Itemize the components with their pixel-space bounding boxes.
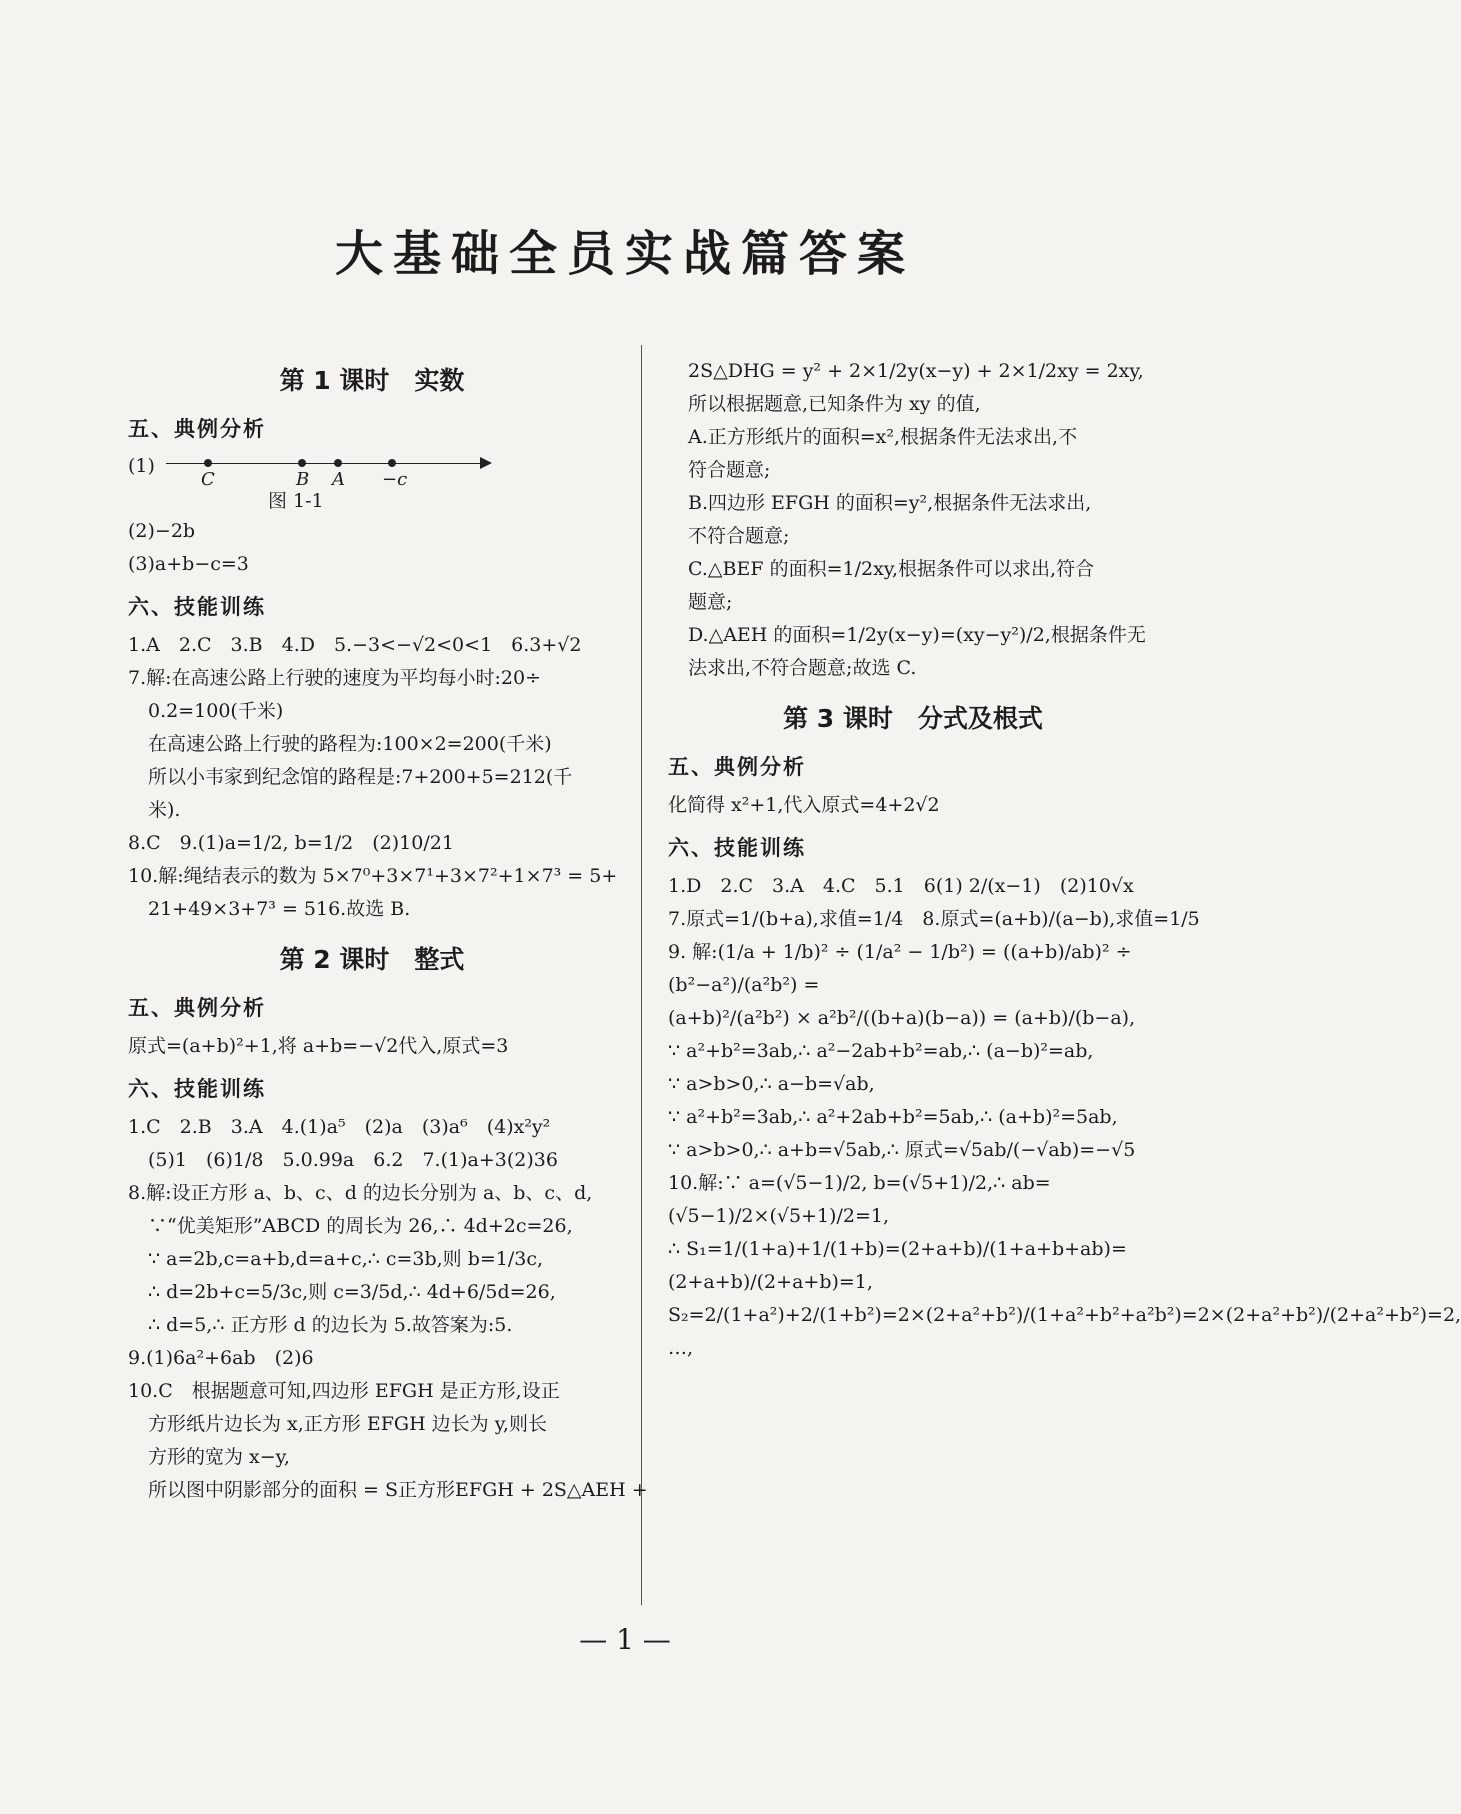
number-line-axis (166, 463, 486, 464)
number-line-prefix: (1) (128, 455, 155, 477)
lesson-1-section-training: 六、技能训练 (128, 594, 266, 619)
point-label: A (332, 469, 345, 490)
lesson-3-section-training: 六、技能训练 (668, 835, 806, 860)
answer-line: 米). (148, 799, 181, 821)
figure-caption: 图 1-1 (268, 490, 324, 512)
lesson-3-section-example: 五、典例分析 (668, 754, 806, 779)
answer-line: B.四边形 EFGH 的面积=y²,根据条件无法求出, (688, 492, 1092, 514)
answer-line: 原式=(a+b)²+1,将 a+b=−√2代入,原式=3 (128, 1035, 509, 1057)
answer-line: 所以图中阴影部分的面积 = S正方形EFGH + 2S△AEH + (148, 1479, 648, 1501)
answer-line: 7.原式=1/(b+a),求值=1/4 8.原式=(a+b)/(a−b),求值=1/5 (668, 908, 1200, 930)
lesson-2-section-example: 五、典例分析 (128, 995, 266, 1020)
point-b (298, 459, 306, 467)
answer-line: 所以小韦家到纪念馆的路程是:7+200+5=212(千 (148, 766, 573, 788)
lesson-2-heading: 第 2 课时 整式 (279, 945, 465, 974)
answer-line: 21+49×3+7³ = 516.故选 B. (148, 898, 411, 920)
answer-line: 1.D 2.C 3.A 4.C 5.1 6(1) 2/(x−1) (2)10√x (668, 875, 1134, 897)
point-c (204, 459, 212, 467)
answer-line: C.△BEF 的面积=1/2xy,根据条件可以求出,符合 (688, 558, 1095, 580)
answer-line: 不符合题意; (688, 525, 790, 547)
answer-line: ∴ S₁=1/(1+a)+1/(1+b)=(2+a+b)/(1+a+b+ab)=(2+a+b)/(2+a+b)=1, (668, 1238, 1127, 1293)
point-label: −c (382, 469, 408, 490)
left-column (128, 355, 648, 1507)
answer-line: …, (668, 1337, 694, 1359)
answer-line: S₂=2/(1+a²)+2/(1+b²)=2×(2+a²+b²)/(1+a²+b²+a²b²)=2×(2+a²+b²)/(2+a²+b²)=2, (668, 1304, 1461, 1326)
answer-line: 方形纸片边长为 x,正方形 EFGH 边长为 y,则长 (148, 1413, 547, 1435)
lesson-1-section-example: 五、典例分析 (128, 416, 266, 441)
answer-line: 10.解:绳结表示的数为 5×7⁰+3×7¹+3×7²+1×7³ = 5+ (128, 865, 618, 887)
answer-line: ∵ a=2b,c=a+b,d=a+c,∴ c=3b,则 b=1/3c, (148, 1248, 544, 1270)
number-line-arrow (480, 457, 492, 469)
answer-line: D.△AEH 的面积=1/2y(x−y)=(xy−y²)/2,根据条件无 (688, 624, 1146, 646)
column-divider (641, 345, 642, 1605)
answer-line: 9. 解:(1/a + 1/b)² ÷ (1/a² − 1/b²) = ((a+b)/ab)² ÷ (b²−a²)/(a²b²) = (668, 941, 1132, 996)
answer-line: A.正方形纸片的面积=x²,根据条件无法求出,不 (688, 426, 1078, 448)
lesson-1-heading: 第 1 课时 实数 (279, 366, 465, 395)
answer-line: 在高速公路上行驶的路程为:100×2=200(千米) (148, 733, 552, 755)
answer-line: 7.解:在高速公路上行驶的速度为平均每小时:20÷ (128, 667, 542, 689)
answer-line: 8.C 9.(1)a=1/2, b=1/2 (2)10/21 (128, 832, 454, 854)
answer-line: 化简得 x²+1,代入原式=4+2√2 (668, 794, 940, 816)
point-a (334, 459, 342, 467)
answer-line: (5)1 (6)1/8 5.0.99a 6.2 7.(1)a+3(2)36 (148, 1149, 558, 1171)
answer-line: (3)a+b−c=3 (128, 553, 249, 575)
answer-line: 9.(1)6a²+6ab (2)6 (128, 1347, 314, 1369)
answer-line: 0.2=100(千米) (148, 700, 284, 722)
page-title: 大基础全员实战篇答案 (334, 226, 915, 282)
answer-line: 1.C 2.B 3.A 4.(1)a⁵ (2)a (3)a⁶ (4)x²y² (128, 1116, 551, 1138)
point-label: C (201, 469, 215, 490)
answer-line: 方形的宽为 x−y, (148, 1446, 290, 1468)
lesson-2-section-training: 六、技能训练 (128, 1076, 266, 1101)
answer-line: 符合题意; (688, 459, 771, 481)
answer-line: ∵ a²+b²=3ab,∴ a²−2ab+b²=ab,∴ (a−b)²=ab, (668, 1040, 1094, 1062)
answer-line: 10.解:∵ a=(√5−1)/2, b=(√5+1)/2,∴ ab=(√5−1)/2×(√5+1)/2=1, (668, 1172, 1051, 1227)
number-line-figure (128, 451, 616, 495)
answer-line: 10.C 根据题意可知,四边形 EFGH 是正方形,设正 (128, 1380, 560, 1402)
answer-line: 8.解:设正方形 a、b、c、d 的边长分别为 a、b、c、d, (128, 1182, 593, 1204)
answer-line: ∵ a²+b²=3ab,∴ a²+2ab+b²=5ab,∴ (a+b)²=5ab, (668, 1106, 1118, 1128)
answer-line: ∵ a>b>0,∴ a−b=√ab, (668, 1073, 875, 1095)
answer-line: ∵ a>b>0,∴ a+b=√5ab,∴ 原式=√5ab/(−√ab)=−√5 (668, 1139, 1136, 1161)
answer-line: 法求出,不符合题意;故选 C. (688, 657, 917, 679)
answer-line: ∴ d=2b+c=5/3c,则 c=3/5d,∴ 4d+6/5d=26, (148, 1281, 556, 1303)
point-neg-c (388, 459, 396, 467)
right-column (668, 355, 1461, 1365)
point-label: B (296, 469, 310, 490)
answer-line: ∵“优美矩形”ABCD 的周长为 26,∴ 4d+2c=26, (148, 1215, 573, 1237)
answer-line: (2)−2b (128, 520, 196, 542)
answer-line: 所以根据题意,已知条件为 xy 的值, (688, 393, 981, 415)
answer-line: 1.A 2.C 3.B 4.D 5.−3<−√2<0<1 6.3+√2 (128, 634, 582, 656)
answer-line: 2S△DHG = y² + 2×1/2y(x−y) + 2×1/2xy = 2xy, (688, 360, 1144, 382)
lesson-3-heading: 第 3 课时 分式及根式 (783, 704, 1043, 733)
answer-line: (a+b)²/(a²b²) × a²b²/((b+a)(b−a)) = (a+b)/(b−a), (668, 1007, 1136, 1029)
page-number: — 1 — (579, 1623, 671, 1656)
answer-line: ∴ d=5,∴ 正方形 d 的边长为 5.故答案为:5. (148, 1314, 513, 1336)
answer-line: 题意; (688, 591, 733, 613)
